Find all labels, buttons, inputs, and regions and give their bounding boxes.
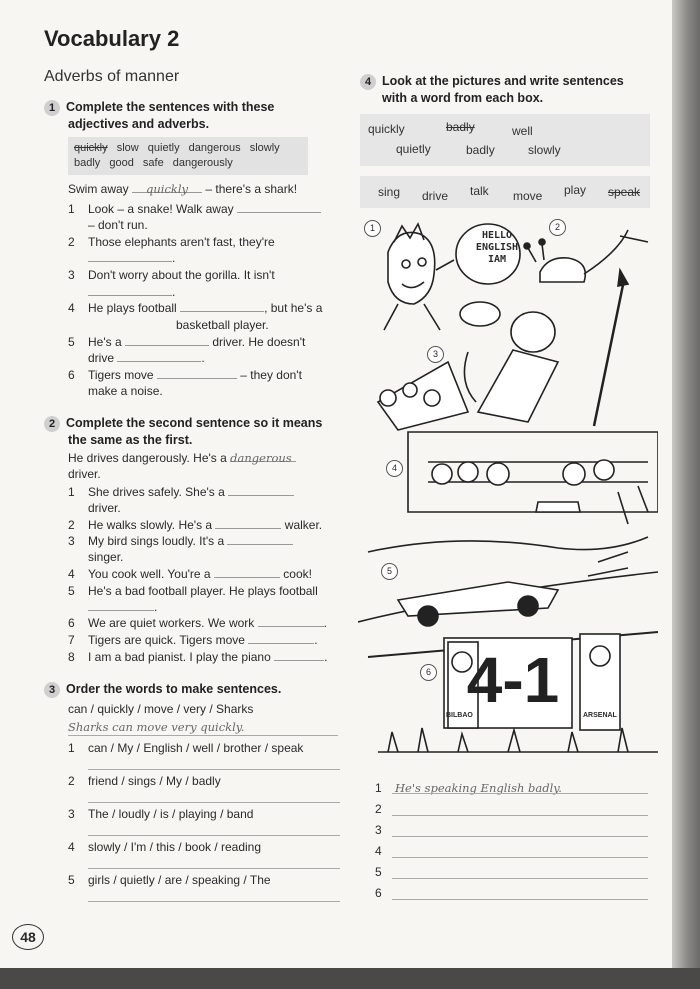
item-text: cook! — [283, 567, 312, 581]
answer-line[interactable] — [392, 835, 648, 837]
answer-blank[interactable] — [248, 632, 314, 644]
item-text: Those elephants aren't fast, they're — [88, 235, 275, 249]
ex3-example-line — [68, 734, 338, 736]
ex1-example — [68, 181, 297, 197]
answer-blank[interactable] — [125, 334, 209, 346]
ex2-number: 2 — [44, 416, 60, 432]
ex1-item-cont — [88, 250, 175, 266]
item-number: 3 — [68, 807, 75, 821]
answer-line[interactable] — [88, 900, 340, 902]
ex4-answer-text: He's speaking English badly. — [395, 781, 562, 795]
answer-blank[interactable] — [88, 599, 154, 611]
item-text: can / My / English / well / brother / speak — [88, 741, 304, 755]
ex2-item-cont: driver. — [88, 501, 121, 515]
ex2-example-answer: dangerous — [230, 451, 292, 465]
ex3-example-answer: Sharks can move very quickly. — [68, 720, 245, 734]
ex1-item — [68, 234, 275, 250]
item-text: She drives safely. She's a — [88, 485, 225, 499]
item-text: girls / quietly / are / speaking / The — [88, 873, 271, 887]
item-text: Tigers are quick. Tigers move — [88, 633, 245, 647]
ex2-instruction-line1: Complete the second sentence so it means — [66, 416, 323, 430]
item-number: 6 — [68, 616, 75, 630]
answer-blank[interactable] — [157, 367, 237, 379]
speech-line: HELLO — [481, 230, 513, 241]
item-number: 1 — [375, 781, 382, 795]
item-number: 3 — [68, 534, 75, 548]
answer-line[interactable] — [88, 768, 340, 770]
speech-line: IAM — [487, 254, 507, 265]
ex2-item — [68, 517, 322, 533]
word-chip: quietly — [147, 142, 180, 154]
item-text: friend / sings / My / badly — [88, 774, 221, 788]
picture-number: 5 — [381, 563, 398, 580]
answer-blank[interactable] — [117, 350, 201, 362]
item-number: 4 — [68, 840, 75, 854]
item-text: We are quiet workers. We work — [88, 616, 255, 630]
word-chip: quickly — [368, 122, 405, 136]
item-number: 1 — [68, 741, 75, 755]
ex3-item — [68, 872, 271, 888]
answer-line[interactable] — [88, 834, 340, 836]
item-text: . — [314, 633, 318, 647]
item-text: I am a bad pianist. I play the piano — [88, 650, 271, 664]
item-number: 3 — [68, 268, 75, 282]
word-chip: good — [109, 157, 134, 169]
item-number: 3 — [375, 823, 382, 837]
answer-blank[interactable] — [180, 300, 264, 312]
ex2-example — [68, 450, 296, 466]
item-text: . — [324, 650, 328, 664]
item-number: 7 — [68, 633, 75, 647]
ex1-item — [68, 300, 322, 316]
item-number: 2 — [68, 518, 75, 532]
item-number: 5 — [68, 873, 75, 887]
ex3-item — [68, 839, 261, 855]
ex2-example-cont: driver. — [68, 467, 101, 481]
ex3-example-question: can / quickly / move / very / Sharks — [68, 702, 254, 716]
ex2-instruction — [44, 415, 344, 448]
item-text: . — [201, 351, 205, 365]
ex1-example-answer: quickly — [146, 182, 189, 196]
picture-number: 2 — [549, 219, 566, 236]
ex1-item-cont: – don't run. — [88, 218, 148, 232]
item-number: 6 — [68, 368, 75, 382]
answer-blank[interactable] — [88, 250, 172, 262]
answer-line[interactable] — [392, 856, 648, 858]
item-text: driver. He doesn't — [212, 335, 306, 349]
item-text: . — [172, 251, 176, 265]
ex2-item — [68, 583, 318, 599]
item-number: 4 — [68, 567, 75, 581]
item-number: 1 — [68, 202, 75, 216]
ex3-instruction-text: Order the words to make sentences. — [66, 682, 282, 696]
ex3-instruction — [44, 681, 281, 698]
ex2-item — [68, 632, 318, 648]
banner-left-text: BILBAO — [446, 712, 473, 719]
picture-number: 4 — [386, 460, 403, 477]
ex1-item — [68, 267, 275, 283]
item-text: walker. — [284, 518, 323, 532]
item-number: 4 — [375, 844, 382, 858]
ex1-number: 1 — [44, 100, 60, 116]
word-chip: quickly — [74, 142, 108, 154]
answer-line[interactable] — [392, 877, 648, 879]
ex1-instruction-line1: Complete the sentences with these — [66, 100, 275, 114]
ex1-word-row2 — [74, 156, 302, 171]
word-chip: dangerous — [188, 142, 241, 154]
word-chip: talk — [470, 184, 489, 198]
page-number: 48 — [12, 924, 44, 950]
item-number: 2 — [68, 235, 75, 249]
item-number: 2 — [375, 802, 382, 816]
word-chip: dangerously — [172, 157, 233, 169]
word-chip: well — [512, 124, 533, 138]
item-text: You cook well. You're a — [88, 567, 211, 581]
word-chip: move — [513, 189, 543, 203]
item-number: 5 — [68, 584, 75, 598]
item-text: , but he's a — [264, 301, 323, 315]
ex3-number: 3 — [44, 682, 60, 698]
ex4-instruction-line1: Look at the pictures and write sentences — [382, 74, 624, 88]
word-chip: badly — [446, 120, 475, 134]
word-chip: safe — [142, 157, 164, 169]
picture-1-man — [384, 224, 454, 330]
item-number: 8 — [68, 650, 75, 664]
word-chip: badly — [466, 143, 495, 157]
word-chip: slowly — [249, 142, 280, 154]
item-text: He's a bad football player. He plays football — [88, 584, 318, 598]
answer-blank[interactable] — [215, 517, 281, 529]
answer-blank[interactable] — [227, 533, 293, 545]
answer-line[interactable] — [88, 867, 340, 869]
item-text: My bird sings loudly. It's a — [88, 534, 225, 548]
ex1-instruction — [44, 99, 314, 132]
answer-line[interactable] — [392, 814, 648, 816]
speech-line: ENGLISH — [475, 242, 519, 253]
ex3-item — [68, 806, 253, 822]
item-text: – they don't — [240, 368, 302, 382]
ex2-instruction-line2: the same as the first. — [68, 433, 193, 447]
ex1-item-cont — [88, 284, 175, 300]
ex4-instruction-line2: with a word from each box. — [382, 91, 544, 105]
ex1-instruction-line2: adjectives and adverbs. — [68, 117, 210, 131]
ex2-item — [68, 566, 312, 582]
answer-blank[interactable] — [88, 284, 172, 296]
item-number: 2 — [68, 774, 75, 788]
answer-line[interactable] — [392, 792, 648, 794]
item-text: . — [323, 616, 327, 630]
picture-2-snail — [524, 230, 648, 282]
ex2-item — [68, 615, 327, 631]
ex2-item-cont — [88, 599, 157, 615]
ex1-item — [68, 334, 305, 350]
item-text: He's a — [88, 335, 122, 349]
item-text: slowly / I'm / this / book / reading — [88, 840, 262, 854]
ex1-item-cont: basketball player. — [176, 318, 269, 332]
word-chip: slowly — [528, 143, 561, 157]
scoreboard-score: 4-1 — [466, 644, 560, 716]
ex2-item-cont: singer. — [88, 550, 124, 564]
item-number: 5 — [68, 335, 75, 349]
picture-5-racecar — [358, 537, 658, 626]
item-number: 6 — [375, 886, 382, 900]
picture-number: 6 — [420, 664, 437, 681]
item-text: Look – a snake! Walk away — [88, 202, 234, 216]
item-number: 4 — [68, 301, 75, 315]
page-bottom-edge — [0, 968, 700, 989]
ex4-instruction — [360, 73, 650, 106]
item-number: 5 — [375, 865, 382, 879]
picture-number: 1 — [364, 220, 381, 237]
answer-blank[interactable] — [228, 484, 294, 496]
item-text: . — [154, 600, 158, 614]
ex1-item — [68, 201, 321, 217]
answer-blank[interactable] — [274, 649, 324, 661]
ex2-example-text: He drives dangerously. He's a — [68, 451, 227, 465]
picture-4-library — [408, 432, 658, 524]
ex1-example-text: Swim away — [68, 182, 129, 196]
ex1-item-cont: make a noise. — [88, 384, 163, 398]
item-text: He walks slowly. He's a — [88, 518, 213, 532]
banner-right-text: ARSENAL — [583, 712, 617, 719]
ex1-word-row1 — [74, 141, 302, 156]
item-number: 1 — [68, 485, 75, 499]
ex3-item — [68, 740, 303, 756]
page-subtitle: Adverbs of manner — [44, 68, 180, 85]
word-chip: drive — [422, 189, 449, 203]
item-text: The / loudly / is / playing / band — [88, 807, 254, 821]
page-title: Vocabulary 2 — [44, 26, 180, 51]
item-text: drive — [88, 351, 115, 365]
ex1-item-cont — [88, 350, 205, 366]
word-chip: play — [564, 183, 587, 197]
picture-number: 3 — [427, 346, 444, 363]
item-text: He plays football — [88, 301, 177, 315]
ex1-example-text-end: – there's a shark! — [205, 182, 298, 196]
answer-blank[interactable] — [214, 566, 280, 578]
item-text: . — [172, 285, 176, 299]
item-text: Don't worry about the gorilla. It isn't — [88, 268, 275, 282]
ex1-word-box — [68, 137, 308, 175]
ex2-item — [68, 649, 327, 665]
ex2-item — [68, 484, 294, 500]
ex2-item — [68, 533, 293, 549]
answer-blank[interactable] — [258, 615, 324, 627]
word-chip: sing — [378, 185, 401, 199]
answer-line[interactable] — [392, 898, 648, 900]
word-chip: quietly — [396, 142, 431, 156]
ex1-item — [68, 367, 302, 383]
book-gutter — [672, 0, 700, 989]
ex4-adverb-box — [360, 114, 650, 166]
word-chip: badly — [74, 157, 101, 169]
word-chip: slow — [116, 142, 139, 154]
ex4-number: 4 — [360, 74, 376, 90]
item-text: Tigers move — [88, 368, 154, 382]
speech-bubble-text — [470, 230, 524, 266]
answer-blank[interactable] — [237, 201, 321, 213]
ex4-verb-box — [360, 176, 650, 208]
word-chip: speak — [608, 185, 641, 199]
answer-line[interactable] — [88, 801, 340, 803]
ex3-item — [68, 773, 221, 789]
